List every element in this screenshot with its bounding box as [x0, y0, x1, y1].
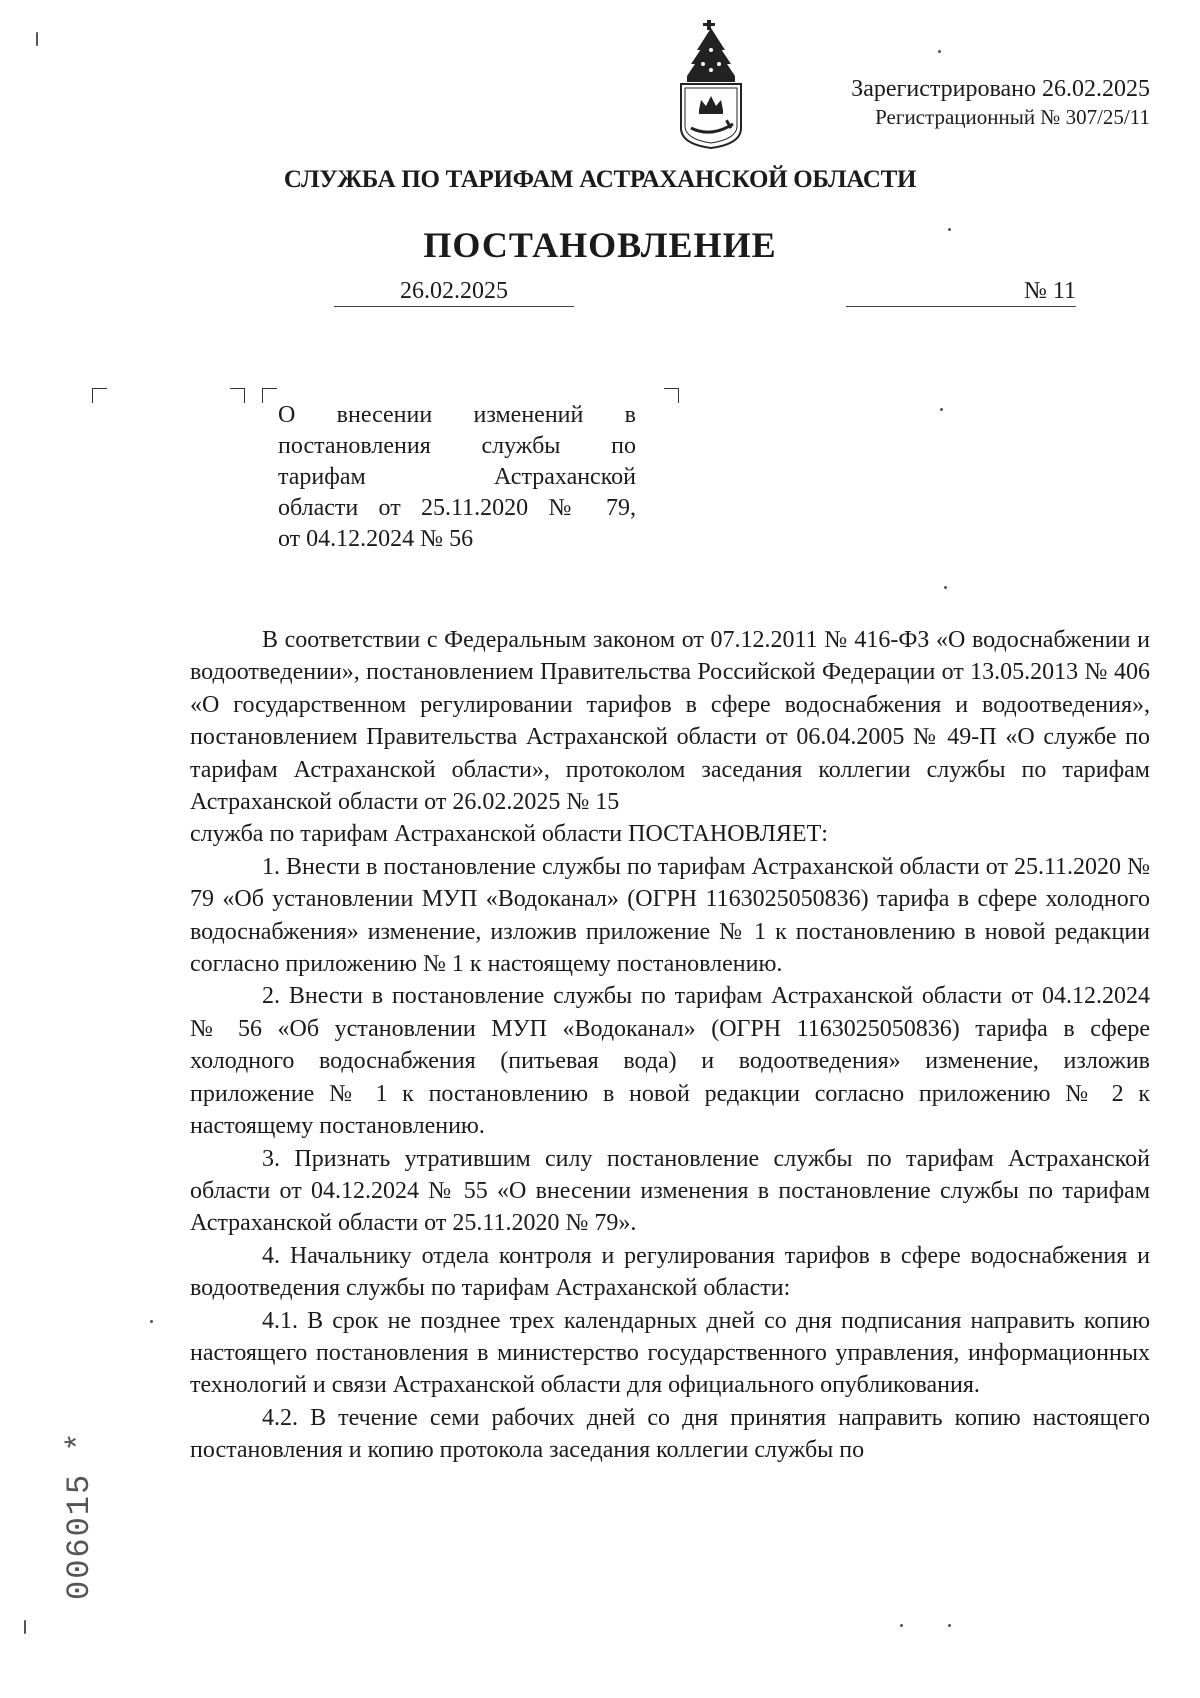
item-paragraph: 4.2. В течение семи рабочих дней со дня принятия направить копию настоящего постановления и копию протокола заседания коллегии службы по	[190, 1404, 1150, 1464]
scan-speck	[948, 1624, 951, 1627]
resolution-statement: служба по тарифам Астраханской области ПОСТАНОВЛЯЕТ:	[190, 821, 828, 848]
subject-line: О внесении изменений в	[278, 402, 636, 428]
scan-speck	[938, 50, 941, 53]
document-type: ПОСТАНОВЛЕНИЕ	[423, 225, 777, 265]
corner-bracket	[92, 388, 107, 403]
item-paragraph: 2. Внести в постановление службы по тарифам Астраханской области от 04.12.2024 № 56 «Об установлении МУП «Водоканал» (ОГРН 1163025050836) тарифа в сфере холодного водоснабжения (питьевая вода) и водоотведения» изменение, изложив приложение № 1 к постановлению в новой редакции согласно приложению № 2 к настоящему постановлению.	[190, 983, 1150, 1140]
item-paragraph: 4.1. В срок не позднее трех календарных дней со дня подписания направить копию настоящего постановления в министерство государственного управления, информационных технологий и связи Астраханской области для официального опубликования.	[190, 1307, 1150, 1399]
registration-number: Регистрационный № 307/25/11	[875, 105, 1150, 129]
registration-date: Зарегистрировано 26.02.2025	[851, 76, 1150, 102]
coat-of-arms-emblem	[673, 20, 749, 150]
document-body	[190, 624, 1150, 1467]
corner-bracket	[664, 388, 679, 403]
item-paragraph: 4. Начальнику отдела контроля и регулирования тарифов в сфере водоснабжения и водоотведения службы по тарифам Астраханской области:	[190, 1242, 1150, 1302]
subject-line: постановления службы по	[278, 433, 636, 459]
subject-line: от 04.12.2024 № 56	[278, 526, 474, 552]
item-paragraph: 1. Внести в постановление службы по тарифам Астраханской области от 25.11.2020 № 79 «Об установлении МУП «Водоканал» (ОГРН 1163025050836) тарифа в сфере холодного водоснабжения» изменение, изложив приложение № 1 к постановлению в новой редакции согласно приложению № 1 к настоящему постановлению.	[190, 853, 1150, 978]
subject-line: тарифам Астраханской	[278, 464, 636, 490]
side-serial-stamp: 006015 *	[61, 1430, 98, 1600]
organization-name: СЛУЖБА ПО ТАРИФАМ АСТРАХАНСКОЙ ОБЛАСТИ	[283, 166, 917, 193]
scan-speck	[900, 1624, 903, 1627]
scan-speck	[940, 408, 943, 411]
document-number: № 11	[846, 276, 1076, 307]
scan-speck	[948, 228, 951, 231]
document-subject	[278, 400, 636, 555]
corner-bracket	[262, 388, 277, 403]
registration-block	[851, 74, 1150, 130]
scan-speck	[944, 586, 947, 589]
item-paragraph: 3. Признать утратившим силу постановление службы по тарифам Астраханской области от 04.12.2024 № 55 «О внесении изменения в постановление службы по тарифам Астраханской области от 25.11.2020 № 79».	[190, 1145, 1150, 1237]
scan-speck	[36, 32, 38, 46]
corner-bracket	[230, 388, 245, 403]
document-date: 26.02.2025	[334, 276, 574, 307]
preamble-paragraph: В соответствии с Федеральным законом от 07.12.2011 № 416-ФЗ «О водоснабжении и водоотведении», постановлением Правительства Российской Федерации от 13.05.2013 № 406 «О государственном регулировании тарифов в сфере водоснабжения и водоотведения», постановлением Правительства Астраханской области от 06.04.2005 № 49-П «О службе по тарифам Астраханской области», протоколом заседания коллегии службы по тарифам Астраханской области от 26.02.2025 № 15	[190, 627, 1150, 816]
subject-line: области от 25.11.2020 № 79,	[278, 495, 636, 521]
scan-speck	[24, 1620, 26, 1634]
scan-speck	[150, 1320, 153, 1323]
